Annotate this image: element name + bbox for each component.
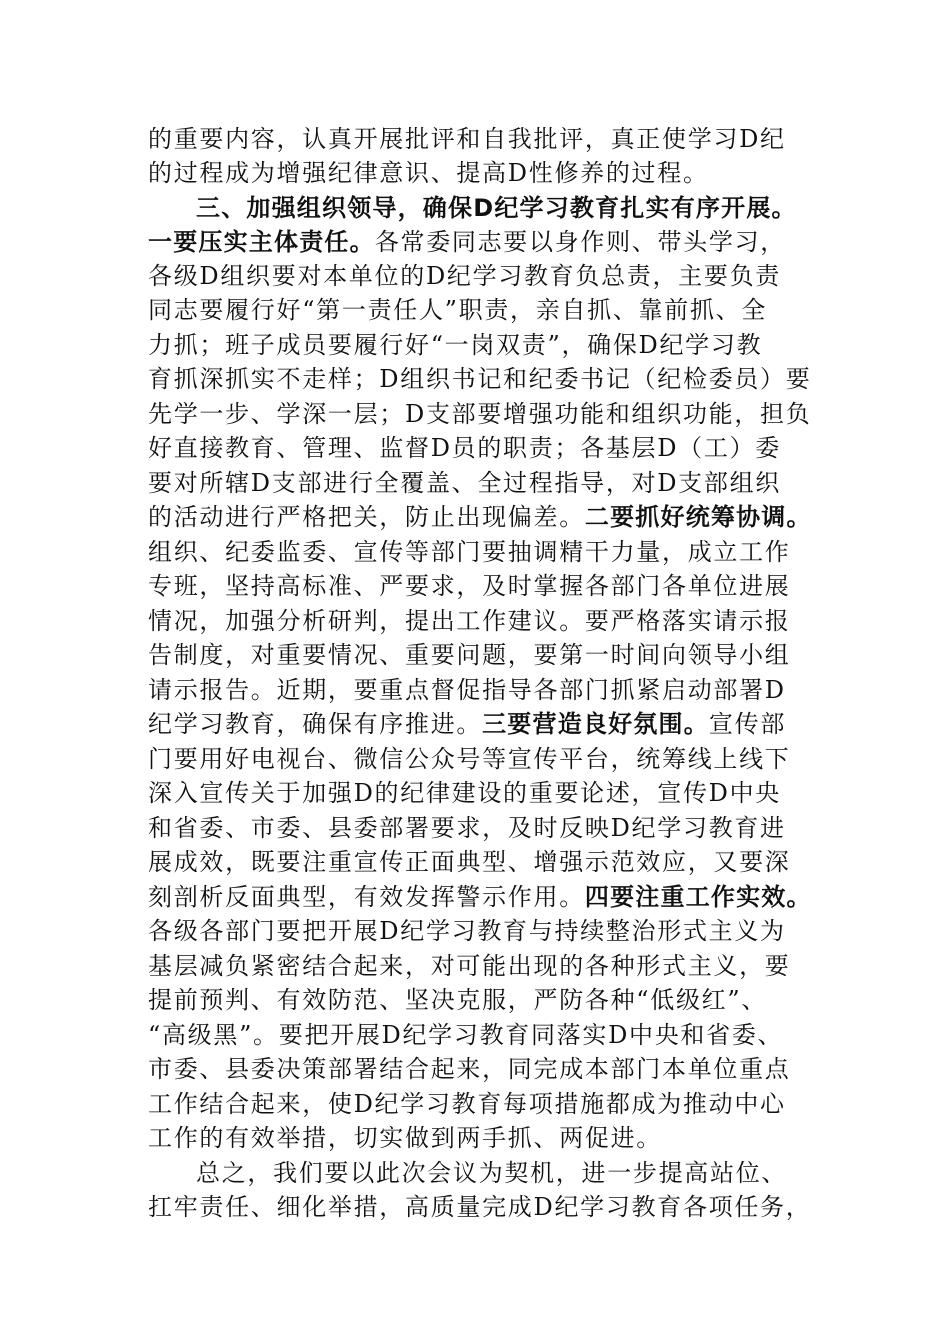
text-line xyxy=(148,430,781,466)
text-line xyxy=(148,637,791,673)
text-line xyxy=(148,948,791,984)
text-line xyxy=(148,155,709,191)
text-run: 扛牢责任、细化举措，高质量完成D纪学习教育各项任务， xyxy=(148,1193,812,1221)
text-run: 基层减负紧密结合起来，对可能出现的各种形式主义，要 xyxy=(148,952,791,980)
text-run: 展成效，既要注重宣传正面典型、增强示范效应，又要深 xyxy=(148,848,791,876)
text-line xyxy=(148,292,767,328)
text-run: 组织、纪委监委、宣传等部门要抽调精干力量，成立工作 xyxy=(148,538,791,566)
text-line xyxy=(148,844,791,880)
text-run: 宣传部 xyxy=(708,710,787,738)
text-line xyxy=(148,775,781,811)
text-run: 的重要内容，认真开展批评和自我批评，真正使学习D纪 xyxy=(148,125,786,153)
text-run: 先学一步、学深一层；D支部要增强功能和组织功能，担负 xyxy=(148,400,812,428)
text-run: 要对所辖D支部进行全覆盖、全过程指导，对D支部组织 xyxy=(148,469,781,497)
text-line xyxy=(148,1017,783,1053)
text-run: 各级D组织要对本单位的D纪学习教育负总责，主要负责 xyxy=(148,262,781,290)
text-line xyxy=(148,396,811,432)
section-heading xyxy=(196,190,797,226)
text-run: 市委、县委决策部署结合起来，同完成本部门本单位重点 xyxy=(148,1055,791,1083)
text-line xyxy=(148,1120,662,1156)
text-line xyxy=(148,706,786,742)
text-line xyxy=(148,603,791,639)
text-line xyxy=(148,327,762,363)
text-run: 专班，坚持高标准、严要求，及时掌握各部门各单位进展 xyxy=(148,572,791,600)
text-line xyxy=(148,1051,791,1087)
text-run: 门要用好电视台、微信公众号等宣传平台，统筹线上线下 xyxy=(148,745,791,773)
text-run: 各常委同志要以身作则、带头学习， xyxy=(374,228,787,256)
section-heading-text: 三、加强组织领导，确保D纪学习教育扎实有序开展。 xyxy=(196,194,797,222)
text-run: 刻剖析反面典型，有效发挥警示作用。 xyxy=(148,883,585,911)
text-run: 工作的有效举措，切实做到两手抓、两促进。 xyxy=(148,1124,662,1152)
text-run: 工作结合起来，使D纪学习教育每项措施都成为推动中心 xyxy=(148,1090,786,1118)
text-line xyxy=(148,361,811,397)
text-line xyxy=(196,1155,787,1191)
text-line xyxy=(148,465,781,501)
text-run: 告制度，对重要情况、重要问题，要第一时间向领导小组 xyxy=(148,641,791,669)
text-line xyxy=(148,258,781,294)
text-line xyxy=(148,568,791,604)
text-run: 提前预判、有效防范、坚决克服，严防各种“低级红”、 xyxy=(148,986,768,1014)
text-line xyxy=(148,913,786,949)
text-run: 育抓深抓实不走样；D组织书记和纪委书记（纪检委员）要 xyxy=(148,365,812,393)
text-line xyxy=(148,121,786,157)
text-run: 的活动进行严格把关，防止出现偏差。 xyxy=(148,503,585,531)
text-line xyxy=(148,982,767,1018)
text-line xyxy=(148,1189,811,1225)
text-run: 力抓；班子成员要履行好“一岗双责”，确保D纪学习教 xyxy=(148,331,763,359)
text-line xyxy=(148,534,791,570)
text-line xyxy=(148,810,786,846)
text-run: 深入宣传关于加强D的纪律建设的重要论述，宣传D中央 xyxy=(148,779,781,807)
subheading-run: 一要压实主体责任。 xyxy=(148,228,375,256)
text-run: 好直接教育、管理、监督D员的职责；各基层D（工）委 xyxy=(148,434,781,462)
subheading-run: 四要注重工作实效。 xyxy=(584,883,812,911)
text-line xyxy=(148,499,812,535)
text-line xyxy=(148,879,812,915)
subheading-run: 二要抓好统筹协调。 xyxy=(584,503,812,531)
text-run: 和省委、市委、县委部署要求，及时反映D纪学习教育进 xyxy=(148,814,786,842)
text-run: 各级各部门要把开展D纪学习教育与持续整治形式主义为 xyxy=(148,917,786,945)
text-run: 的过程成为增强纪律意识、提高D性修养的过程。 xyxy=(148,159,709,187)
text-run: 纪学习教育，确保有序推进。 xyxy=(148,710,483,738)
text-line xyxy=(148,741,791,777)
text-line xyxy=(148,672,786,708)
subheading-run: 三要营造良好氛围。 xyxy=(482,710,709,738)
text-run: 请示报告。近期，要重点督促指导各部门抓紧启动部署D xyxy=(148,676,786,704)
text-line xyxy=(148,224,786,260)
text-run: “高级黑”。要把开展D纪学习教育同落实D中央和省委、 xyxy=(148,1021,784,1049)
text-run: 情况，加强分析研判，提出工作建议。要严格落实请示报 xyxy=(148,607,791,635)
text-run: 同志要履行好“第一责任人”职责，亲自抓、靠前抓、全 xyxy=(148,296,768,324)
text-line xyxy=(148,1086,786,1122)
text-run: 总之，我们要以此次会议为契机，进一步提高站位、 xyxy=(196,1159,788,1187)
